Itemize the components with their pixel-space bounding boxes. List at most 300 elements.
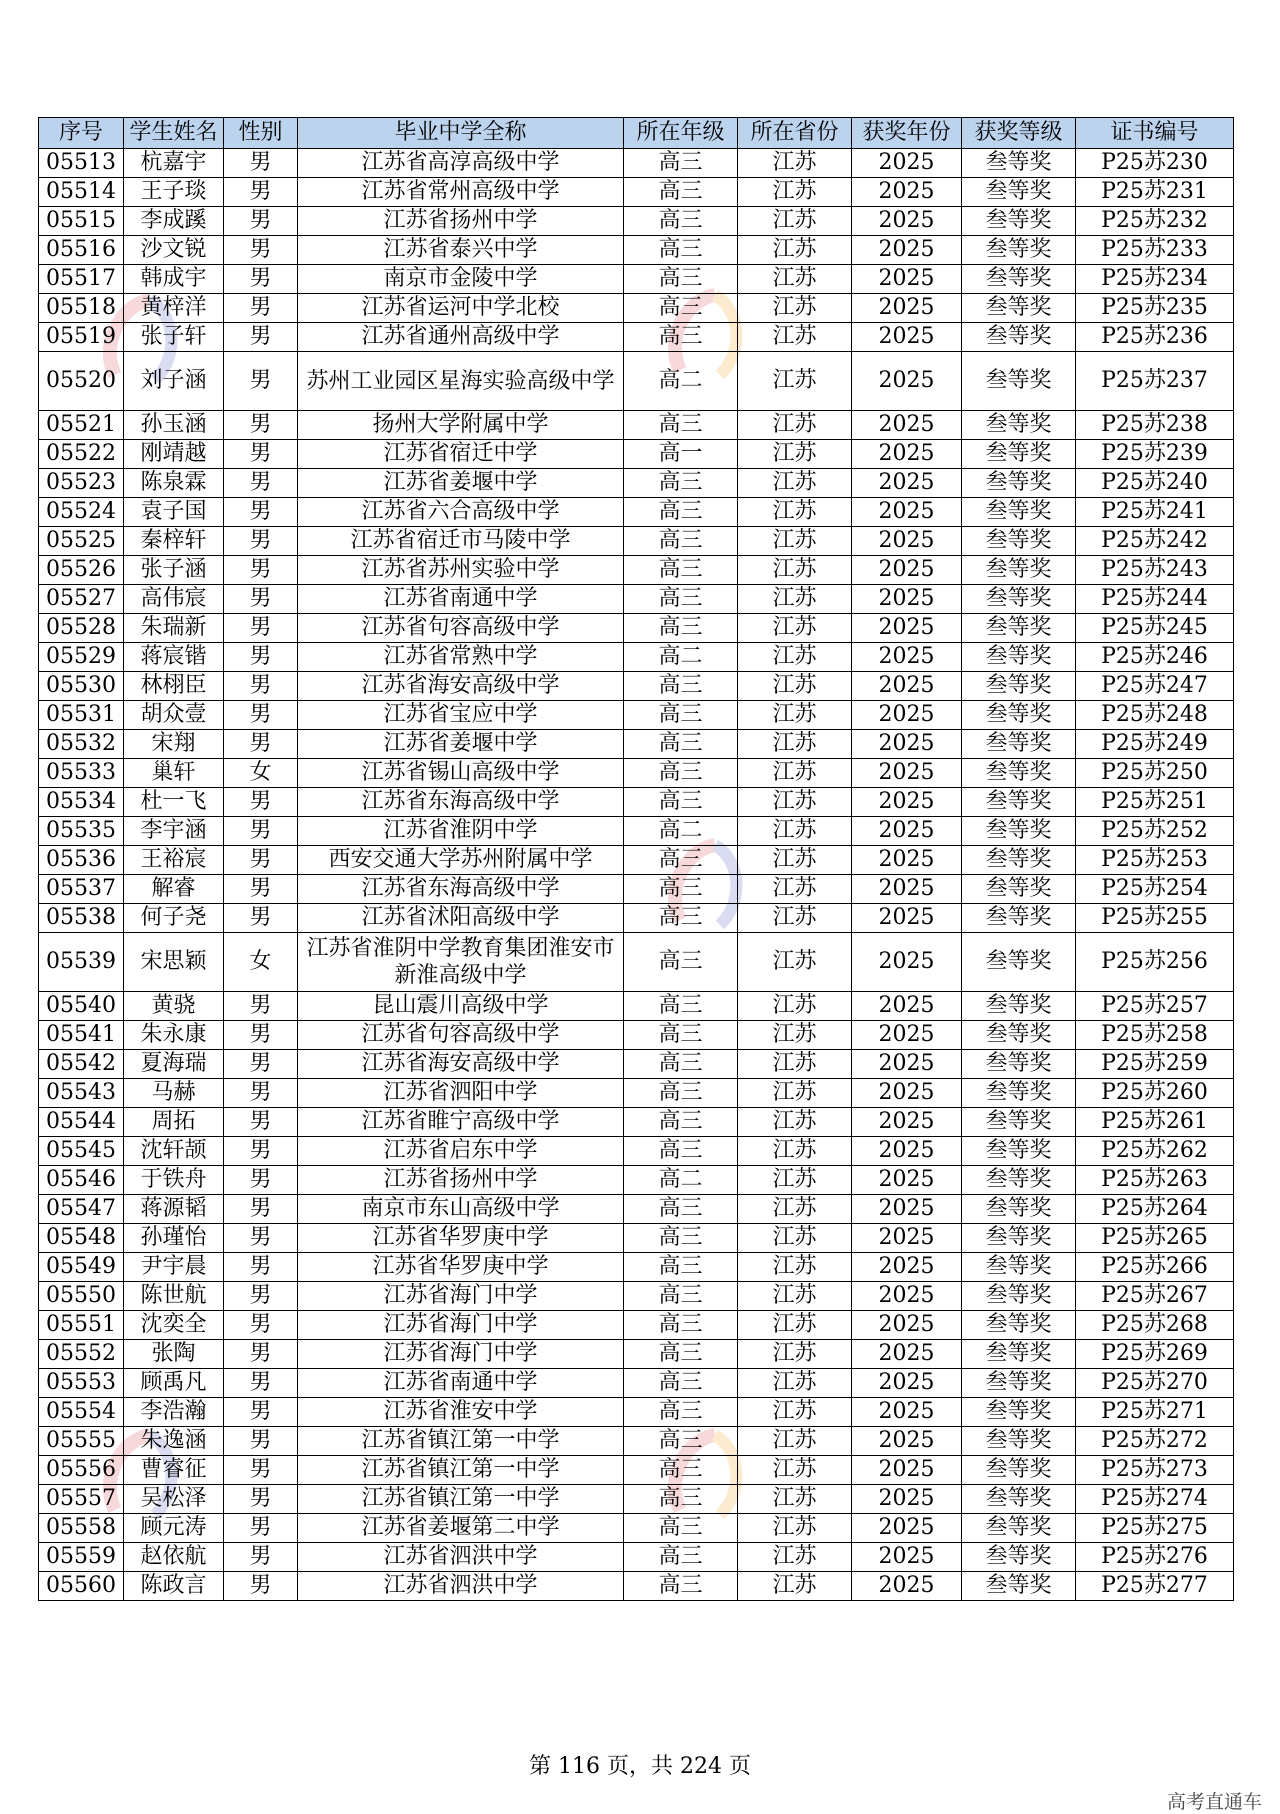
certificate-cell: P25苏262 — [1076, 1137, 1234, 1166]
award-level-cell: 叁等奖 — [962, 788, 1076, 817]
school-cell: 江苏省泗阳中学 — [298, 1079, 624, 1108]
gender-cell: 男 — [224, 1398, 298, 1427]
school-cell: 江苏省华罗庚中学 — [298, 1253, 624, 1282]
serial-cell: 05520 — [39, 352, 124, 411]
province-cell: 江苏 — [738, 1369, 852, 1398]
serial-cell: 05540 — [39, 992, 124, 1021]
table-row — [39, 352, 1234, 411]
certificate-cell: P25苏236 — [1076, 323, 1234, 352]
province-cell: 江苏 — [738, 904, 852, 933]
school-cell: 江苏省扬州中学 — [298, 1166, 624, 1195]
gender-cell: 男 — [224, 265, 298, 294]
table-row — [39, 1282, 1234, 1311]
serial-cell: 05550 — [39, 1282, 124, 1311]
grade-cell: 高三 — [624, 614, 738, 643]
school-cell: 江苏省六合高级中学 — [298, 498, 624, 527]
grade-cell: 高三 — [624, 1282, 738, 1311]
grade-cell: 高三 — [624, 411, 738, 440]
col-header-serial: 序号 — [39, 118, 124, 149]
certificate-cell: P25苏261 — [1076, 1108, 1234, 1137]
school-cell: 西安交通大学苏州附属中学 — [298, 846, 624, 875]
certificate-cell: P25苏275 — [1076, 1514, 1234, 1543]
name-cell: 秦梓轩 — [124, 527, 224, 556]
year-cell: 2025 — [852, 236, 962, 265]
school-cell: 江苏省睢宁高级中学 — [298, 1108, 624, 1137]
year-cell: 2025 — [852, 1282, 962, 1311]
year-cell: 2025 — [852, 992, 962, 1021]
name-cell: 张陶 — [124, 1340, 224, 1369]
certificate-cell: P25苏231 — [1076, 178, 1234, 207]
province-cell: 江苏 — [738, 498, 852, 527]
serial-cell: 05559 — [39, 1543, 124, 1572]
certificate-cell: P25苏273 — [1076, 1456, 1234, 1485]
year-cell: 2025 — [852, 1108, 962, 1137]
grade-cell: 高三 — [624, 1398, 738, 1427]
gender-cell: 男 — [224, 904, 298, 933]
grade-cell: 高三 — [624, 701, 738, 730]
gender-cell: 男 — [224, 1369, 298, 1398]
table-row — [39, 1224, 1234, 1253]
gender-cell: 男 — [224, 643, 298, 672]
serial-cell: 05526 — [39, 556, 124, 585]
serial-cell: 05527 — [39, 585, 124, 614]
table-row — [39, 1427, 1234, 1456]
grade-cell: 高二 — [624, 352, 738, 411]
award-level-cell: 叁等奖 — [962, 1224, 1076, 1253]
province-cell: 江苏 — [738, 585, 852, 614]
serial-cell: 05525 — [39, 527, 124, 556]
award-level-cell: 叁等奖 — [962, 1253, 1076, 1282]
table-row — [39, 556, 1234, 585]
year-cell: 2025 — [852, 469, 962, 498]
name-cell: 陈泉霖 — [124, 469, 224, 498]
year-cell: 2025 — [852, 1340, 962, 1369]
name-cell: 蒋源韬 — [124, 1195, 224, 1224]
name-cell: 孙玉涵 — [124, 411, 224, 440]
school-cell: 江苏省东海高级中学 — [298, 875, 624, 904]
gender-cell: 男 — [224, 1543, 298, 1572]
serial-cell: 05539 — [39, 933, 124, 992]
grade-cell: 高二 — [624, 643, 738, 672]
grade-cell: 高三 — [624, 1543, 738, 1572]
year-cell: 2025 — [852, 1456, 962, 1485]
table-row — [39, 1398, 1234, 1427]
gender-cell: 男 — [224, 1108, 298, 1137]
year-cell: 2025 — [852, 1137, 962, 1166]
province-cell: 江苏 — [738, 1079, 852, 1108]
school-cell: 江苏省常熟中学 — [298, 643, 624, 672]
name-cell: 解睿 — [124, 875, 224, 904]
award-level-cell: 叁等奖 — [962, 236, 1076, 265]
name-cell: 朱永康 — [124, 1021, 224, 1050]
province-cell: 江苏 — [738, 1166, 852, 1195]
brand-watermark: 高考直通车 — [1166, 1791, 1262, 1813]
name-cell: 杭嘉宇 — [124, 149, 224, 178]
gender-cell: 男 — [224, 1572, 298, 1601]
school-cell: 南京市东山高级中学 — [298, 1195, 624, 1224]
serial-cell: 05549 — [39, 1253, 124, 1282]
grade-cell: 高三 — [624, 875, 738, 904]
serial-cell: 05523 — [39, 469, 124, 498]
gender-cell: 男 — [224, 992, 298, 1021]
province-cell: 江苏 — [738, 992, 852, 1021]
award-level-cell: 叁等奖 — [962, 614, 1076, 643]
table-row — [39, 1572, 1234, 1601]
province-cell: 江苏 — [738, 207, 852, 236]
award-level-cell: 叁等奖 — [962, 265, 1076, 294]
school-cell: 江苏省通州高级中学 — [298, 323, 624, 352]
certificate-cell: P25苏251 — [1076, 788, 1234, 817]
year-cell: 2025 — [852, 933, 962, 992]
award-level-cell: 叁等奖 — [962, 1079, 1076, 1108]
province-cell: 江苏 — [738, 1514, 852, 1543]
gender-cell: 男 — [224, 1166, 298, 1195]
province-cell: 江苏 — [738, 352, 852, 411]
name-cell: 蒋宸锴 — [124, 643, 224, 672]
table-row — [39, 1311, 1234, 1340]
gender-cell: 女 — [224, 759, 298, 788]
name-cell: 韩成宇 — [124, 265, 224, 294]
grade-cell: 高三 — [624, 236, 738, 265]
award-level-cell: 叁等奖 — [962, 1021, 1076, 1050]
province-cell: 江苏 — [738, 933, 852, 992]
serial-cell: 05547 — [39, 1195, 124, 1224]
serial-cell: 05541 — [39, 1021, 124, 1050]
name-cell: 顾禹凡 — [124, 1369, 224, 1398]
award-level-cell: 叁等奖 — [962, 1572, 1076, 1601]
gender-cell: 男 — [224, 236, 298, 265]
school-cell: 江苏省海门中学 — [298, 1282, 624, 1311]
gender-cell: 男 — [224, 1485, 298, 1514]
serial-cell: 05560 — [39, 1572, 124, 1601]
year-cell: 2025 — [852, 149, 962, 178]
year-cell: 2025 — [852, 1398, 962, 1427]
certificate-cell: P25苏254 — [1076, 875, 1234, 904]
certificate-cell: P25苏269 — [1076, 1340, 1234, 1369]
year-cell: 2025 — [852, 323, 962, 352]
province-cell: 江苏 — [738, 1485, 852, 1514]
col-header-year: 获奖年份 — [852, 118, 962, 149]
serial-cell: 05531 — [39, 701, 124, 730]
grade-cell: 高三 — [624, 1137, 738, 1166]
grade-cell: 高三 — [624, 207, 738, 236]
certificate-cell: P25苏244 — [1076, 585, 1234, 614]
award-level-cell: 叁等奖 — [962, 323, 1076, 352]
certificate-cell: P25苏247 — [1076, 672, 1234, 701]
award-level-cell: 叁等奖 — [962, 411, 1076, 440]
school-cell: 江苏省宝应中学 — [298, 701, 624, 730]
table-row — [39, 294, 1234, 323]
table-row — [39, 1485, 1234, 1514]
grade-cell: 高三 — [624, 672, 738, 701]
province-cell: 江苏 — [738, 1021, 852, 1050]
grade-cell: 高三 — [624, 1108, 738, 1137]
province-cell: 江苏 — [738, 701, 852, 730]
serial-cell: 05532 — [39, 730, 124, 759]
gender-cell: 男 — [224, 1224, 298, 1253]
table-row — [39, 1253, 1234, 1282]
award-level-cell: 叁等奖 — [962, 585, 1076, 614]
gender-cell: 男 — [224, 440, 298, 469]
grade-cell: 高三 — [624, 1427, 738, 1456]
certificate-cell: P25苏259 — [1076, 1050, 1234, 1079]
grade-cell: 高三 — [624, 1456, 738, 1485]
school-cell: 江苏省沭阳高级中学 — [298, 904, 624, 933]
year-cell: 2025 — [852, 411, 962, 440]
certificate-cell: P25苏248 — [1076, 701, 1234, 730]
gender-cell: 男 — [224, 207, 298, 236]
name-cell: 陈政言 — [124, 1572, 224, 1601]
school-cell: 江苏省宿迁中学 — [298, 440, 624, 469]
serial-cell: 05551 — [39, 1311, 124, 1340]
table-row — [39, 498, 1234, 527]
table-row — [39, 1340, 1234, 1369]
year-cell: 2025 — [852, 527, 962, 556]
year-cell: 2025 — [852, 875, 962, 904]
school-cell: 江苏省淮阴中学 — [298, 817, 624, 846]
province-cell: 江苏 — [738, 1572, 852, 1601]
certificate-cell: P25苏260 — [1076, 1079, 1234, 1108]
award-level-cell: 叁等奖 — [962, 1166, 1076, 1195]
serial-cell: 05553 — [39, 1369, 124, 1398]
province-cell: 江苏 — [738, 1253, 852, 1282]
certificate-cell: P25苏277 — [1076, 1572, 1234, 1601]
year-cell: 2025 — [852, 1166, 962, 1195]
certificate-cell: P25苏256 — [1076, 933, 1234, 992]
serial-cell: 05538 — [39, 904, 124, 933]
name-cell: 沈轩颉 — [124, 1137, 224, 1166]
name-cell: 黄骁 — [124, 992, 224, 1021]
table-row — [39, 875, 1234, 904]
province-cell: 江苏 — [738, 730, 852, 759]
table-row — [39, 469, 1234, 498]
name-cell: 袁子国 — [124, 498, 224, 527]
serial-cell: 05514 — [39, 178, 124, 207]
certificate-cell: P25苏263 — [1076, 1166, 1234, 1195]
grade-cell: 高三 — [624, 1369, 738, 1398]
grade-cell: 高三 — [624, 527, 738, 556]
serial-cell: 05555 — [39, 1427, 124, 1456]
grade-cell: 高三 — [624, 904, 738, 933]
province-cell: 江苏 — [738, 1427, 852, 1456]
table-row — [39, 992, 1234, 1021]
col-header-grade: 所在年级 — [624, 118, 738, 149]
year-cell: 2025 — [852, 904, 962, 933]
name-cell: 沈奕全 — [124, 1311, 224, 1340]
certificate-cell: P25苏238 — [1076, 411, 1234, 440]
award-level-cell: 叁等奖 — [962, 701, 1076, 730]
award-level-cell: 叁等奖 — [962, 730, 1076, 759]
award-level-cell: 叁等奖 — [962, 1108, 1076, 1137]
name-cell: 张子涵 — [124, 556, 224, 585]
table-row — [39, 1195, 1234, 1224]
province-cell: 江苏 — [738, 469, 852, 498]
award-level-cell: 叁等奖 — [962, 1514, 1076, 1543]
name-cell: 顾元涛 — [124, 1514, 224, 1543]
name-cell: 林栩臣 — [124, 672, 224, 701]
serial-cell: 05554 — [39, 1398, 124, 1427]
table-row — [39, 207, 1234, 236]
table-row — [39, 1050, 1234, 1079]
province-cell: 江苏 — [738, 178, 852, 207]
gender-cell: 男 — [224, 1282, 298, 1311]
gender-cell: 女 — [224, 933, 298, 992]
serial-cell: 05557 — [39, 1485, 124, 1514]
table-row — [39, 1108, 1234, 1137]
name-cell: 朱瑞新 — [124, 614, 224, 643]
province-cell: 江苏 — [738, 1340, 852, 1369]
school-cell: 南京市金陵中学 — [298, 265, 624, 294]
year-cell: 2025 — [852, 440, 962, 469]
serial-cell: 05522 — [39, 440, 124, 469]
gender-cell: 男 — [224, 178, 298, 207]
school-cell: 江苏省姜堰中学 — [298, 730, 624, 759]
serial-cell: 05546 — [39, 1166, 124, 1195]
gender-cell: 男 — [224, 1137, 298, 1166]
school-cell: 扬州大学附属中学 — [298, 411, 624, 440]
table-row — [39, 1079, 1234, 1108]
province-cell: 江苏 — [738, 440, 852, 469]
certificate-cell: P25苏242 — [1076, 527, 1234, 556]
gender-cell: 男 — [224, 875, 298, 904]
year-cell: 2025 — [852, 1021, 962, 1050]
school-cell: 江苏省海安高级中学 — [298, 672, 624, 701]
serial-cell: 05537 — [39, 875, 124, 904]
name-cell: 宋翔 — [124, 730, 224, 759]
award-level-cell: 叁等奖 — [962, 1543, 1076, 1572]
table-row — [39, 788, 1234, 817]
award-level-cell: 叁等奖 — [962, 643, 1076, 672]
table-row — [39, 933, 1234, 992]
province-cell: 江苏 — [738, 1224, 852, 1253]
col-header-province: 所在省份 — [738, 118, 852, 149]
province-cell: 江苏 — [738, 1398, 852, 1427]
grade-cell: 高三 — [624, 992, 738, 1021]
gender-cell: 男 — [224, 1456, 298, 1485]
grade-cell: 高三 — [624, 846, 738, 875]
table-row — [39, 904, 1234, 933]
gender-cell: 男 — [224, 1340, 298, 1369]
name-cell: 宋思颖 — [124, 933, 224, 992]
grade-cell: 高三 — [624, 1311, 738, 1340]
year-cell: 2025 — [852, 846, 962, 875]
gender-cell: 男 — [224, 585, 298, 614]
province-cell: 江苏 — [738, 759, 852, 788]
name-cell: 于铁舟 — [124, 1166, 224, 1195]
name-cell: 王子琰 — [124, 178, 224, 207]
province-cell: 江苏 — [738, 1195, 852, 1224]
table-row — [39, 614, 1234, 643]
certificate-cell: P25苏264 — [1076, 1195, 1234, 1224]
serial-cell: 05548 — [39, 1224, 124, 1253]
award-level-cell: 叁等奖 — [962, 759, 1076, 788]
award-level-cell: 叁等奖 — [962, 1485, 1076, 1514]
school-cell: 江苏省镇江第一中学 — [298, 1427, 624, 1456]
table-row — [39, 1514, 1234, 1543]
serial-cell: 05545 — [39, 1137, 124, 1166]
province-cell: 江苏 — [738, 672, 852, 701]
table-row — [39, 1543, 1234, 1572]
certificate-cell: P25苏274 — [1076, 1485, 1234, 1514]
grade-cell: 高三 — [624, 788, 738, 817]
school-cell: 江苏省宿迁市马陵中学 — [298, 527, 624, 556]
year-cell: 2025 — [852, 265, 962, 294]
certificate-cell: P25苏266 — [1076, 1253, 1234, 1282]
serial-cell: 05552 — [39, 1340, 124, 1369]
award-level-cell: 叁等奖 — [962, 1195, 1076, 1224]
school-cell: 江苏省启东中学 — [298, 1137, 624, 1166]
school-cell: 江苏省华罗庚中学 — [298, 1224, 624, 1253]
province-cell: 江苏 — [738, 788, 852, 817]
school-cell: 江苏省东海高级中学 — [298, 788, 624, 817]
grade-cell: 高一 — [624, 440, 738, 469]
certificate-cell: P25苏265 — [1076, 1224, 1234, 1253]
year-cell: 2025 — [852, 817, 962, 846]
gender-cell: 男 — [224, 323, 298, 352]
certificate-cell: P25苏253 — [1076, 846, 1234, 875]
school-cell: 江苏省苏州实验中学 — [298, 556, 624, 585]
serial-cell: 05544 — [39, 1108, 124, 1137]
serial-cell: 05542 — [39, 1050, 124, 1079]
table-row — [39, 178, 1234, 207]
school-cell: 江苏省姜堰中学 — [298, 469, 624, 498]
certificate-cell: P25苏252 — [1076, 817, 1234, 846]
table-header-row — [39, 118, 1234, 149]
gender-cell: 男 — [224, 701, 298, 730]
name-cell: 胡众壹 — [124, 701, 224, 730]
year-cell: 2025 — [852, 672, 962, 701]
award-level-cell: 叁等奖 — [962, 527, 1076, 556]
certificate-cell: P25苏230 — [1076, 149, 1234, 178]
gender-cell: 男 — [224, 294, 298, 323]
grade-cell: 高三 — [624, 730, 738, 759]
certificate-cell: P25苏257 — [1076, 992, 1234, 1021]
table-row — [39, 817, 1234, 846]
year-cell: 2025 — [852, 1253, 962, 1282]
certificate-cell: P25苏237 — [1076, 352, 1234, 411]
gender-cell: 男 — [224, 469, 298, 498]
table-row — [39, 323, 1234, 352]
name-cell: 李宇涵 — [124, 817, 224, 846]
serial-cell: 05556 — [39, 1456, 124, 1485]
grade-cell: 高三 — [624, 498, 738, 527]
serial-cell: 05521 — [39, 411, 124, 440]
year-cell: 2025 — [852, 1224, 962, 1253]
table-row — [39, 1456, 1234, 1485]
table-row — [39, 1021, 1234, 1050]
grade-cell: 高三 — [624, 469, 738, 498]
certificate-cell: P25苏232 — [1076, 207, 1234, 236]
award-level-cell: 叁等奖 — [962, 1427, 1076, 1456]
name-cell: 尹宇晨 — [124, 1253, 224, 1282]
certificate-cell: P25苏246 — [1076, 643, 1234, 672]
serial-cell: 05543 — [39, 1079, 124, 1108]
gender-cell: 男 — [224, 788, 298, 817]
province-cell: 江苏 — [738, 817, 852, 846]
table-row — [39, 149, 1234, 178]
grade-cell: 高三 — [624, 1514, 738, 1543]
serial-cell: 05517 — [39, 265, 124, 294]
grade-cell: 高二 — [624, 817, 738, 846]
name-cell: 陈世航 — [124, 1282, 224, 1311]
year-cell: 2025 — [852, 1485, 962, 1514]
year-cell: 2025 — [852, 701, 962, 730]
province-cell: 江苏 — [738, 614, 852, 643]
grade-cell: 高三 — [624, 294, 738, 323]
grade-cell: 高三 — [624, 1224, 738, 1253]
table-row — [39, 1137, 1234, 1166]
province-cell: 江苏 — [738, 846, 852, 875]
